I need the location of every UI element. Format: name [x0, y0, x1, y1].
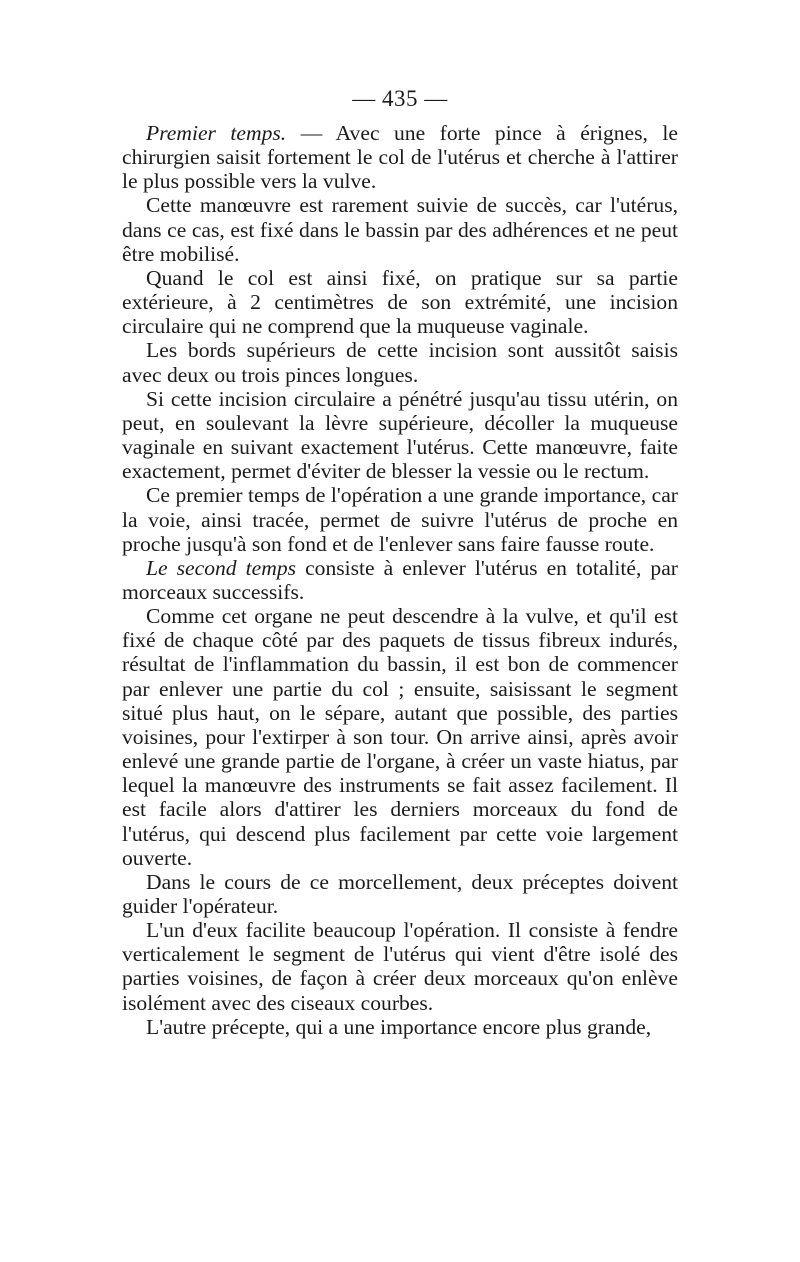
- paragraph-lead: Le second temps: [146, 555, 297, 580]
- page-body: [122, 121, 678, 1039]
- paragraph: Cette manœuvre est rarement suivie de succès, car l'utérus, dans ce cas, est fixé dans le bassin par des adhérences et ne peut être mobilisé.: [122, 193, 678, 266]
- paragraph-text: consiste à enlever l'utérus en totalité, par morceaux successifs.: [122, 555, 678, 604]
- paragraph: Quand le col est ainsi fixé, on pratique sur sa partie extérieure, à 2 centimètres de son extrémité, une incision circulaire qui ne comprend que la muqueuse vaginale.: [122, 265, 678, 339]
- page-number: — 435 —: [352, 86, 448, 111]
- paragraph: Dans le cours de ce morcellement, deux préceptes doivent guider l'opérateur.: [122, 869, 678, 918]
- paragraph-text: — Avec une forte pince à érignes, le chirurgien saisit fortement le col de l'utérus et cherche à l'attirer le plus possible vers la vulve.: [122, 121, 679, 194]
- paragraph: L'autre précepte, qui a une importance encore plus grande,: [146, 1014, 652, 1039]
- paragraph-lead: Premier temps.: [146, 121, 287, 145]
- paragraph-second-temps: [122, 556, 678, 604]
- paragraph: L'un d'eux facilite beaucoup l'opération. Il consiste à fendre verticalement le segment de l'utérus qui vient d'être isolé des parties voisines, de façon à créer deux morceaux qu'on enlève isolément avec des ciseaux courbes.: [122, 918, 678, 1015]
- paragraph-premier-temps: [122, 121, 678, 193]
- paragraph: Ce premier temps de l'opération a une grande importance, car la voie, ainsi tracée, permet de suivre l'utérus de proche en proche jusqu'à son fond et de l'enlever sans faire fausse route.: [122, 483, 678, 556]
- paragraph: Comme cet organe ne peut descendre à la vulve, et qu'il est fixé de chaque côté par des paquets de tissus fibreux indurés, résultat de l'inflammation du bassin, il est bon de commencer par enlever une partie du col ; ensuite, saisissant le segment situé plus haut, on le sépare, autant que possible, des parties voisines, pour l'extirper à son tour. On arrive ainsi, après avoir enlevé une grande partie de l'organe, à créer un vaste hiatus, par lequel la manœuvre des instruments se fait assez facilement. Il est facile alors d'attirer les derniers morceaux du fond de l'utérus, qui descend plus facilement par cette voie largement ouverte.: [122, 604, 678, 870]
- paragraph: Les bords supérieurs de cette incision sont aussitôt saisis avec deux ou trois pinces longues.: [122, 338, 678, 387]
- paragraph: Si cette incision circulaire a pénétré jusqu'au tissu utérin, on peut, en soulevant la lèvre supérieure, décoller la muqueuse vaginale en suivant exactement l'utérus. Cette manœuvre, faite exactement, permet d'éviter de blesser la vessie ou le rectum.: [122, 386, 678, 484]
